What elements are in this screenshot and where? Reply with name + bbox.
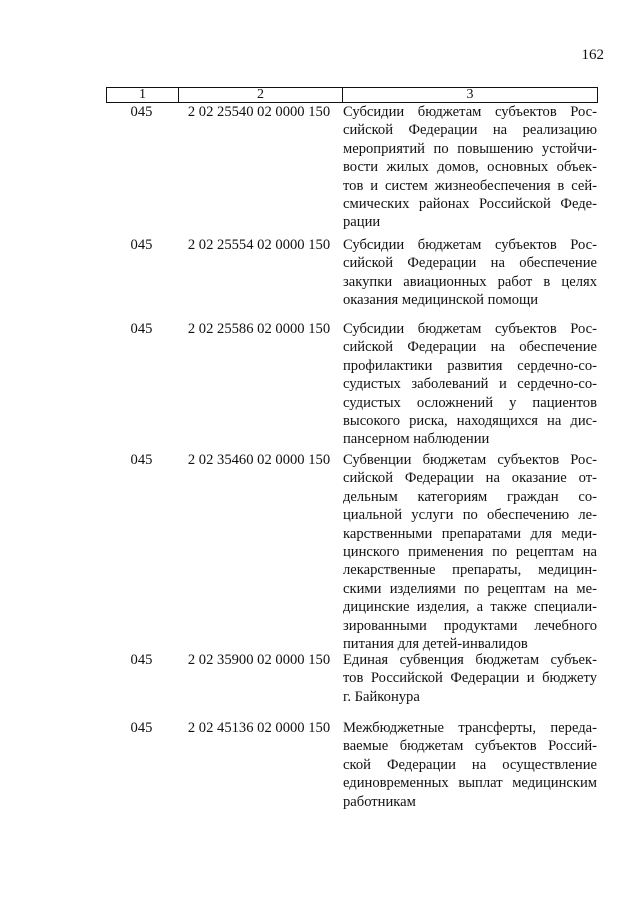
table-row bbox=[106, 651, 598, 706]
table-row bbox=[106, 103, 598, 232]
description-line: ваемые бюджетам субъектов Россий- bbox=[343, 738, 597, 755]
table-row bbox=[106, 719, 598, 811]
description-line: г. Байконура bbox=[343, 688, 420, 705]
description-line: работникам bbox=[343, 793, 416, 810]
description-line: сийской Федерации на реализацию bbox=[343, 122, 597, 139]
description-line: Субвенции бюджетам субъектов Рос- bbox=[343, 452, 597, 468]
budget-code-cell: 2 02 25586 02 0000 150 bbox=[187, 321, 331, 337]
description-line: судистых осложнений у пациентов bbox=[343, 394, 597, 411]
description-line: пансерном наблюдении bbox=[343, 431, 490, 448]
admin-code-cell: 045 bbox=[130, 452, 153, 468]
description-line: дельным категориям граждан со- bbox=[343, 488, 597, 505]
description-line: зированными продуктами лечебного bbox=[343, 617, 597, 634]
column-header-1: 1 bbox=[139, 87, 146, 102]
admin-code-cell: 045 bbox=[130, 720, 153, 736]
description-line: закупки авиационных работ в целях bbox=[343, 273, 597, 290]
budget-code-cell: 2 02 35900 02 0000 150 bbox=[187, 652, 331, 668]
description-cell bbox=[341, 236, 598, 310]
description-line: вости жилых домов, основных объек- bbox=[343, 159, 597, 176]
budget-code-cell: 2 02 25540 02 0000 150 bbox=[187, 104, 331, 120]
description-line: сийской Федерации на обеспечение bbox=[343, 255, 597, 272]
admin-code-cell: 045 bbox=[130, 104, 153, 120]
column-header-2: 2 bbox=[178, 88, 342, 102]
table-header bbox=[106, 87, 598, 103]
description-line: рации bbox=[343, 214, 381, 231]
description-line: Субсидии бюджетам субъектов Рос- bbox=[343, 237, 597, 253]
table-row bbox=[106, 236, 598, 310]
description-line: смических районах Российской Феде- bbox=[343, 196, 597, 213]
description-line: единовременных выплат медицинским bbox=[343, 775, 597, 792]
description-line: тов и систем жизнеобеспечения в сей- bbox=[343, 177, 597, 194]
description-line: дицинские изделия, а также специали- bbox=[343, 599, 597, 616]
description-line: судистых заболеваний и сердечно-со- bbox=[343, 376, 597, 393]
description-line: мероприятий по повышению устойчи- bbox=[343, 140, 597, 157]
description-line: сийской Федерации на обеспечение bbox=[343, 339, 597, 356]
description-line: карственными препаратами для меди- bbox=[343, 525, 597, 542]
description-line: ской Федерации на осуществление bbox=[343, 756, 597, 773]
description-line: оказания медицинской помощи bbox=[343, 292, 539, 309]
budget-code-cell: 2 02 45136 02 0000 150 bbox=[187, 720, 331, 736]
description-line: тов Российской Федерации и бюджету bbox=[343, 670, 597, 687]
description-line: питания для детей-инвалидов bbox=[343, 636, 528, 653]
description-cell bbox=[341, 719, 598, 811]
description-cell bbox=[341, 103, 598, 232]
admin-code-cell: 045 bbox=[130, 652, 153, 668]
description-line: скими изделиями по рецептам на ме- bbox=[343, 580, 597, 597]
description-line: циальной услуги по обеспечению ле- bbox=[343, 507, 597, 524]
admin-code-cell: 045 bbox=[130, 237, 153, 253]
column-header-3: 3 bbox=[342, 88, 597, 102]
budget-code-cell: 2 02 35460 02 0000 150 bbox=[187, 452, 331, 468]
table-row bbox=[106, 320, 598, 449]
description-cell bbox=[341, 651, 598, 706]
description-line: профилактики развития сердечно-со- bbox=[343, 357, 597, 374]
page-number: 162 bbox=[581, 47, 604, 63]
table-row bbox=[106, 451, 598, 653]
description-line: Субсидии бюджетам субъектов Рос- bbox=[343, 104, 597, 120]
description-line: Единая субвенция бюджетам субъек- bbox=[343, 652, 597, 668]
description-line: Межбюджетные трансферты, переда- bbox=[343, 720, 597, 736]
admin-code-cell: 045 bbox=[130, 321, 153, 337]
description-line: Субсидии бюджетам субъектов Рос- bbox=[343, 321, 597, 337]
budget-code-cell: 2 02 25554 02 0000 150 bbox=[187, 237, 331, 253]
description-line: высокого риска, находящихся на дис- bbox=[343, 413, 597, 430]
description-line: лекарственные препараты, медицин- bbox=[343, 562, 597, 579]
description-line: сийской Федерации на оказание от- bbox=[343, 470, 597, 487]
description-cell bbox=[341, 320, 598, 449]
description-cell bbox=[341, 451, 598, 653]
description-line: цинского применения по рецептам на bbox=[343, 544, 597, 561]
